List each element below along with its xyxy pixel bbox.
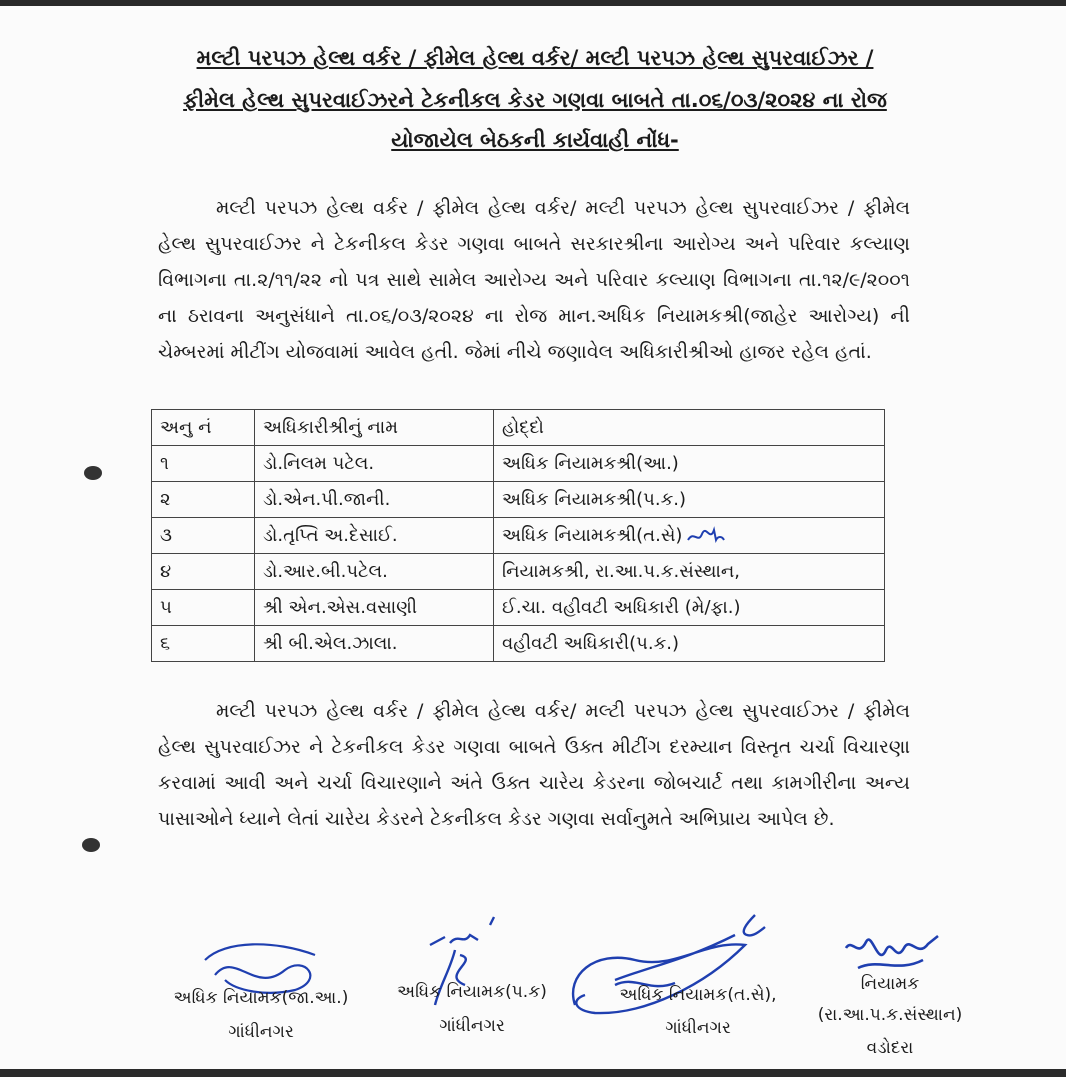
row-sr: ૧ [152, 446, 255, 482]
signatory-1-place: ગાંધીનગર [228, 1022, 294, 1042]
signatory-2-title: અધિક નિયામક(પ.ક) [397, 982, 547, 1002]
punch-hole [82, 838, 100, 852]
signatory-4-subtitle: (રા.આ.પ.ક.સંસ્થાન) [817, 1005, 963, 1025]
punch-hole [84, 466, 102, 480]
intro-paragraph-text: મલ્ટી પરપઝ હેલ્થ વર્કર / ફીમેલ હેલ્થ વર્કર/ મલ્ટી પરપઝ હેલ્થ સુપરવાઈઝર / ફીમેલ હેલ્થ સુપરવાઈઝર ને ટેકનીકલ કેડર ગણવા બાબતે સરકારશ્રીના આરોગ્ય અને પરિવાર કલ્યાણ વિભાગના તા.૨/૧૧/૨૨ નો પત્ર સાથે સામેલ આરોગ્ય અને પરિવાર કલ્યાણ વિભાગના તા.૧૨/૯/૨૦૦૧ ના ઠરાવના અનુસંધાને તા.૦૬/૦૩/૨૦૨૪ ના રોજ માન.અધિક નિયામકશ્રી(જાહેર આરોગ્ય) ની ચેમ્બરમાં મીટીંગ યોજવામાં આવેલ હતી. જેમાં નીચે જણાવેલ અધિકારીશ્રીઓ હાજર રહેલ હતાં. [158, 197, 910, 363]
row-name: ડો.આર.બી.પટેલ. [255, 554, 494, 590]
row-designation: નિયામકશ્રી, રા.આ.પ.ક.સંસ્થાન, [494, 554, 885, 590]
signatory-1-title: અધિક નિયામક(જા.આ.) [173, 988, 349, 1008]
table-row [152, 554, 885, 590]
bottom-edge-bar [0, 1069, 1066, 1077]
title-line-3: યોજાયેલ બેઠકની કાર્યવાહી નોંધ- [391, 128, 679, 152]
row-name: ડો.નિલમ પટેલ. [255, 446, 494, 482]
row-designation-text: અધિક નિયામકશ્રી(ત.સે) [502, 525, 683, 546]
row-designation: ઈ.ચા. વહીવટી અધિકારી (મે/ફા.) [494, 590, 885, 626]
signatory-3-title: અધિક નિયામક(ત.સે), [619, 985, 777, 1005]
signatory-4-place: વડોદરા [866, 1038, 914, 1058]
row-name: ડો.એન.પી.જાની. [255, 482, 494, 518]
row-designation [494, 518, 885, 554]
row-designation: વહીવટી અધિકારી(પ.ક.) [494, 626, 885, 662]
row-sr: ૪ [152, 554, 255, 590]
row-sr: ૬ [152, 626, 255, 662]
conclusion-paragraph-text: મલ્ટી પરપઝ હેલ્થ વર્કર / ફીમેલ હેલ્થ વર્કર/ મલ્ટી પરપઝ હેલ્થ સુપરવાઈઝર / ફીમેલ હેલ્થ સુપરવાઈઝર ને ટેકનીકલ કેડર ગણવા બાબતે ઉક્ત મીટીંગ દરમ્યાન વિસ્તૃત ચર્ચા વિચારણા કરવામાં આવી અને ચર્ચા વિચારણાને અંતે ઉક્ત ચારેય કેડરના જોબચાર્ટ તથા કામગીરીના અન્ય પાસાઓને ધ્યાને લેતાં ચારેય કેડરને ટેકનીકલ કેડર ગણવા સર્વાનુમતે અભિપ્રાય આપેલ છે. [158, 700, 910, 830]
signatory-3-place: ગાંધીનગર [665, 1018, 731, 1038]
table-row [152, 482, 885, 518]
title-line-1: મલ્ટી પરપઝ હેલ્થ વર્કર / ફીમેલ હેલ્થ વર્કર/ મલ્ટી પરપઝ હેલ્થ સુપરવાઈઝર / [196, 46, 874, 70]
row-designation: અધિક નિયામકશ્રી(આ.) [494, 446, 885, 482]
header-sr-no: અનુ નં [152, 410, 255, 446]
row-sr: ૫ [152, 590, 255, 626]
table-row [152, 518, 885, 554]
row-name: ડો.તૃપ્તિ અ.દેસાઈ. [255, 518, 494, 554]
signatory-2-place: ગાંધીનગર [439, 1016, 505, 1036]
signatory-4-title: નિયામક [860, 974, 920, 994]
row-designation: અધિક નિયામકશ્રી(પ.ક.) [494, 482, 885, 518]
table-row [152, 446, 885, 482]
signature-3 [555, 905, 785, 1025]
intro-paragraph [158, 190, 910, 370]
row-sr: ૨ [152, 482, 255, 518]
table-row [152, 626, 885, 662]
header-designation: હોદ્દો [494, 410, 885, 446]
title-line-2: ફીમેલ હેલ્થ સુપરવાઈઝરને ટેકનીકલ કેડર ગણવા બાબતે તા.૦૬/૦૩/૨૦૨૪ ના રોજ [183, 88, 887, 112]
initials-scribble [686, 526, 726, 546]
conclusion-paragraph [158, 693, 910, 837]
table-row [152, 590, 885, 626]
row-sr: ૩ [152, 518, 255, 554]
header-officer-name: અધિકારીશ્રીનું નામ [255, 410, 494, 446]
top-edge-bar [0, 0, 1066, 6]
row-name: શ્રી બી.એલ.ઝાલા. [255, 626, 494, 662]
table-header-row [152, 410, 885, 446]
attendees-table [151, 409, 885, 662]
row-name: શ્રી એન.એસ.વસાણી [255, 590, 494, 626]
